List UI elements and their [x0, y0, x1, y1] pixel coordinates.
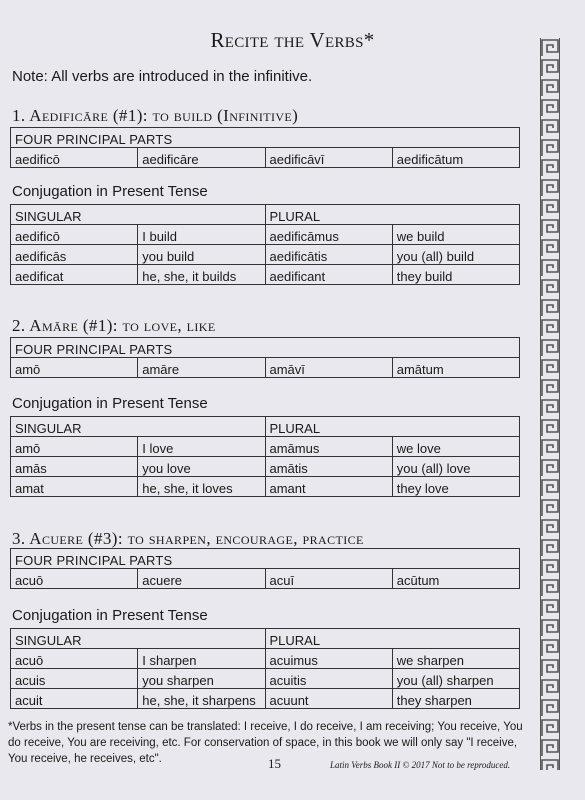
latin-singular: acuō: [11, 649, 138, 669]
principal-parts-table-3: [10, 548, 520, 589]
english-singular: you build: [138, 245, 265, 265]
principal-part: amāvī: [265, 358, 392, 378]
conjugation-table-3: [10, 628, 520, 709]
section-heading-2: 2. Amāre (#1): to love, like: [12, 316, 216, 335]
english-plural: they love: [392, 477, 519, 497]
table-row: [11, 245, 520, 265]
page-number: 15: [268, 756, 281, 771]
principal-parts-table-1: [10, 127, 520, 168]
english-plural: we sharpen: [392, 649, 519, 669]
singular-header: SINGULAR: [11, 205, 266, 225]
latin-plural: aedificāmus: [265, 225, 392, 245]
table-row: [11, 669, 520, 689]
latin-plural: aedificant: [265, 265, 392, 285]
table-row: [11, 225, 520, 245]
english-singular: I build: [138, 225, 265, 245]
latin-singular: amō: [11, 437, 138, 457]
english-singular: you love: [138, 457, 265, 477]
latin-plural: amātis: [265, 457, 392, 477]
copyright-credit: Latin Verbs Book II © 2017 Not to be reproduced.: [330, 760, 511, 770]
english-singular: he, she, it sharpens: [138, 689, 265, 709]
english-plural: we build: [392, 225, 519, 245]
english-singular: I sharpen: [138, 649, 265, 669]
latin-plural: amāmus: [265, 437, 392, 457]
english-plural: we love: [392, 437, 519, 457]
english-singular: you sharpen: [138, 669, 265, 689]
latin-singular: amās: [11, 457, 138, 477]
table-row: [11, 649, 520, 669]
english-singular: he, she, it loves: [138, 477, 265, 497]
principal-parts-header: FOUR PRINCIPAL PARTS: [11, 549, 520, 569]
latin-plural: amant: [265, 477, 392, 497]
greek-key-border-icon: [540, 38, 560, 770]
intro-note: Note: All verbs are introduced in the infinitive.: [12, 68, 313, 85]
principal-part: acūtum: [392, 569, 519, 589]
latin-singular: aedificās: [11, 245, 138, 265]
principal-part: aedificō: [11, 148, 138, 168]
english-plural: they sharpen: [392, 689, 519, 709]
principal-part: amō: [11, 358, 138, 378]
section-heading-3: 3. Acuere (#3): to sharpen, encourage, practice: [12, 529, 364, 548]
principal-parts-table-2: [10, 337, 520, 378]
english-singular: he, she, it builds: [138, 265, 265, 285]
latin-singular: aedificat: [11, 265, 138, 285]
table-row: [11, 265, 520, 285]
section-heading-1: 1. Aedificāre (#1): to build (Infinitive): [12, 106, 299, 125]
principal-part: aedificātum: [392, 148, 519, 168]
latin-singular: aedificō: [11, 225, 138, 245]
principal-part: amāre: [138, 358, 265, 378]
table-row: [11, 457, 520, 477]
principal-part: acuī: [265, 569, 392, 589]
plural-header: PLURAL: [265, 629, 520, 649]
table-row: [11, 477, 520, 497]
table-row: [11, 689, 520, 709]
principal-parts-header: FOUR PRINCIPAL PARTS: [11, 128, 520, 148]
latin-singular: amat: [11, 477, 138, 497]
principal-part: aedificāre: [138, 148, 265, 168]
conjugation-heading-1: Conjugation in Present Tense: [12, 183, 208, 200]
principal-part: aedificāvī: [265, 148, 392, 168]
principal-part: acuō: [11, 569, 138, 589]
conjugation-heading-3: Conjugation in Present Tense: [12, 607, 208, 624]
principal-part: acuere: [138, 569, 265, 589]
latin-singular: acuis: [11, 669, 138, 689]
conjugation-heading-2: Conjugation in Present Tense: [12, 395, 208, 412]
latin-plural: acuunt: [265, 689, 392, 709]
plural-header: PLURAL: [265, 417, 520, 437]
principal-parts-header: FOUR PRINCIPAL PARTS: [11, 338, 520, 358]
latin-singular: acuit: [11, 689, 138, 709]
english-plural: they build: [392, 265, 519, 285]
english-plural: you (all) build: [392, 245, 519, 265]
latin-plural: aedificātis: [265, 245, 392, 265]
principal-part: amātum: [392, 358, 519, 378]
plural-header: PLURAL: [265, 205, 520, 225]
footnote: *Verbs in the present tense can be translated: I receive, I do receive, I am receiving; You receive, You do receive, You are receiving, etc. For conservation of space, in this book we will only say "I receive, You receive, he receives, etc".: [8, 721, 523, 765]
page-title: Recite the Verbs*: [210, 28, 375, 52]
table-row: [11, 437, 520, 457]
conjugation-table-2: [10, 416, 520, 497]
singular-header: SINGULAR: [11, 417, 266, 437]
english-plural: you (all) love: [392, 457, 519, 477]
latin-plural: acuimus: [265, 649, 392, 669]
english-singular: I love: [138, 437, 265, 457]
conjugation-table-1: [10, 204, 520, 285]
latin-plural: acuitis: [265, 669, 392, 689]
english-plural: you (all) sharpen: [392, 669, 519, 689]
singular-header: SINGULAR: [11, 629, 266, 649]
